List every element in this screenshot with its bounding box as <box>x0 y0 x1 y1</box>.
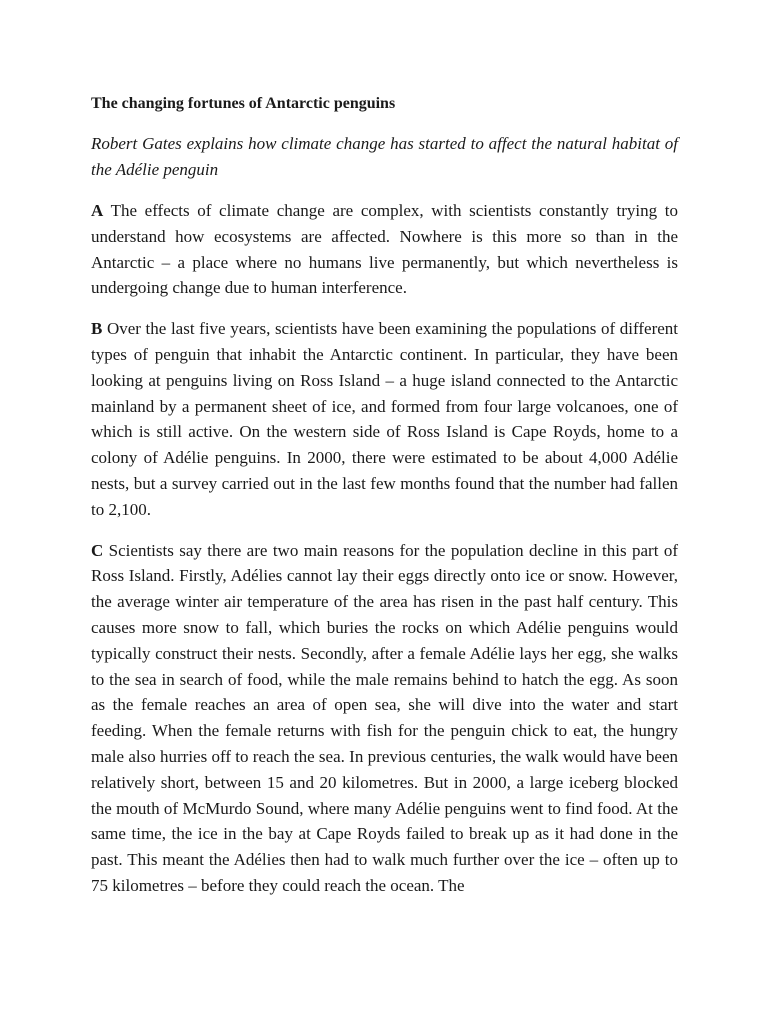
paragraph-text: Over the last five years, scientists have been examining the populations of different types of penguin that inhabit the Antarctic continent. In particular, they have been looking at penguins living on Ross Island – a huge island connected to the Antarctic mainland by a permanent sheet of ice, and formed from four large volcanoes, one of which is still active. On the western side of Ross Island is Cape Royds, home to a colony of Adélie penguins. In 2000, there were estimated to be about 4,000 Adélie nests, but a survey carried out in the last few months found that the number had fallen to 2,100. <box>91 319 678 519</box>
paragraph-letter: A <box>91 201 104 220</box>
paragraph-a <box>91 198 678 301</box>
article <box>91 93 678 914</box>
paragraph-text: Scientists say there are two main reasons for the population decline in this part of Ross Island. Firstly, Adélies cannot lay their eggs directly onto ice or snow. However, the average winter air temperature of the area has risen in the past half century. This causes more snow to fall, which buries the rocks on which Adélie penguins would typically construct their nests. Secondly, after a female Adélie lays her egg, she walks to the sea in search of food, while the male remains behind to hatch the egg. As soon as the female reaches an area of open sea, she will dive into the water and start feeding. When the female returns with fish for the penguin chick to eat, the hungry male also hurries off to reach the sea. In previous centuries, the walk would have been relatively short, between 15 and 20 kilometres. But in 2000, a large iceberg blocked the mouth of McMurdo Sound, where many Adélie penguins went to find food. At the same time, the ice in the bay at Cape Royds failed to break up as it had done in the past. This meant the Adélies then had to walk much further over the ice – often up to 75 kilometres – before they could reach the ocean. The <box>91 540 678 895</box>
paragraph-b <box>91 316 678 522</box>
paragraph-text: The effects of climate change are complex, with scientists constantly trying to understand how ecosystems are affected. Nowhere is this more so than in the Antarctic – a place where no humans live permanently, but which nevertheless is undergoing change due to human interference. <box>91 201 678 298</box>
paragraph-letter: B <box>91 319 103 339</box>
article-subtitle: Robert Gates explains how climate change has started to affect the natural habitat of the Adélie penguin <box>91 134 678 179</box>
article-title: The changing fortunes of Antarctic penguins <box>91 95 396 112</box>
paragraph-letter: C <box>91 540 104 560</box>
paragraph-c <box>91 538 678 899</box>
